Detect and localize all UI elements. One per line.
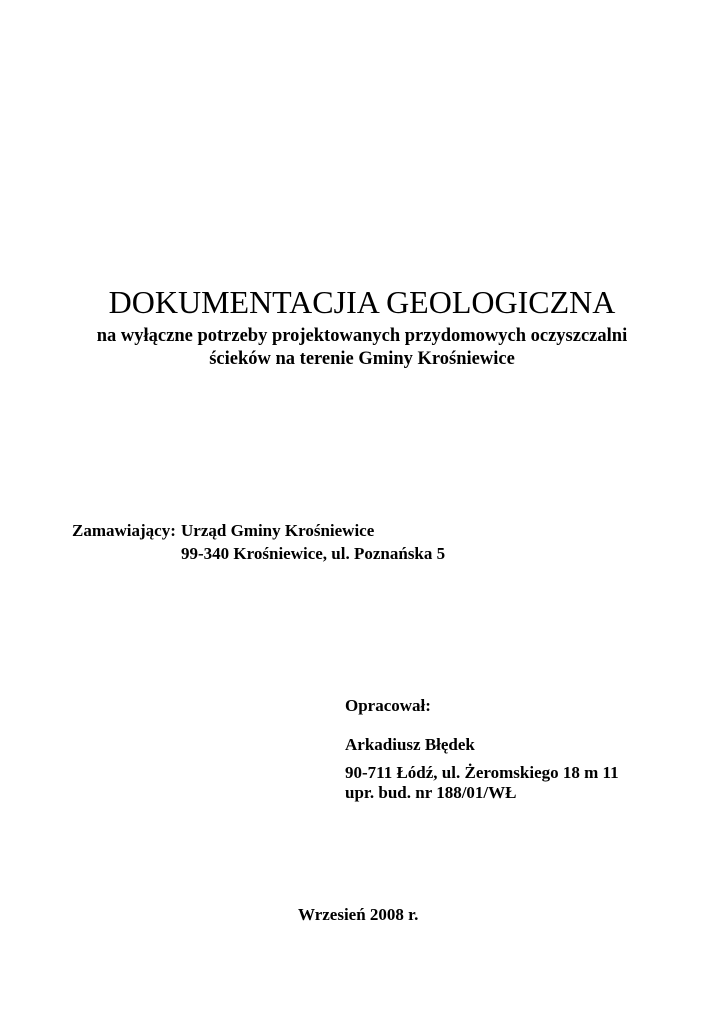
author-name: Arkadiusz Błędek <box>345 735 475 754</box>
document-subtitle-line-2: ścieków na terenie Gminy Krośniewice <box>209 349 515 369</box>
client-label: Zamawiający: <box>72 521 176 540</box>
document-subtitle-line-1: na wyłączne potrzeby projektowanych przydomowych oczyszczalni <box>96 326 628 346</box>
author-address: 90-711 Łódź, ul. Żeromskiego 18 m 11 <box>345 763 619 782</box>
client-name: Urząd Gminy Krośniewice <box>181 521 375 540</box>
document-date: Wrzesień 2008 r. <box>298 905 419 924</box>
document-title: DOKUMENTACJIA GEOLOGICZNA <box>108 284 616 320</box>
author-license: upr. bud. nr 188/01/WŁ <box>345 783 517 802</box>
client-address: 99-340 Krośniewice, ul. Poznańska 5 <box>181 544 446 563</box>
prepared-by-label: Opracował: <box>345 696 431 715</box>
